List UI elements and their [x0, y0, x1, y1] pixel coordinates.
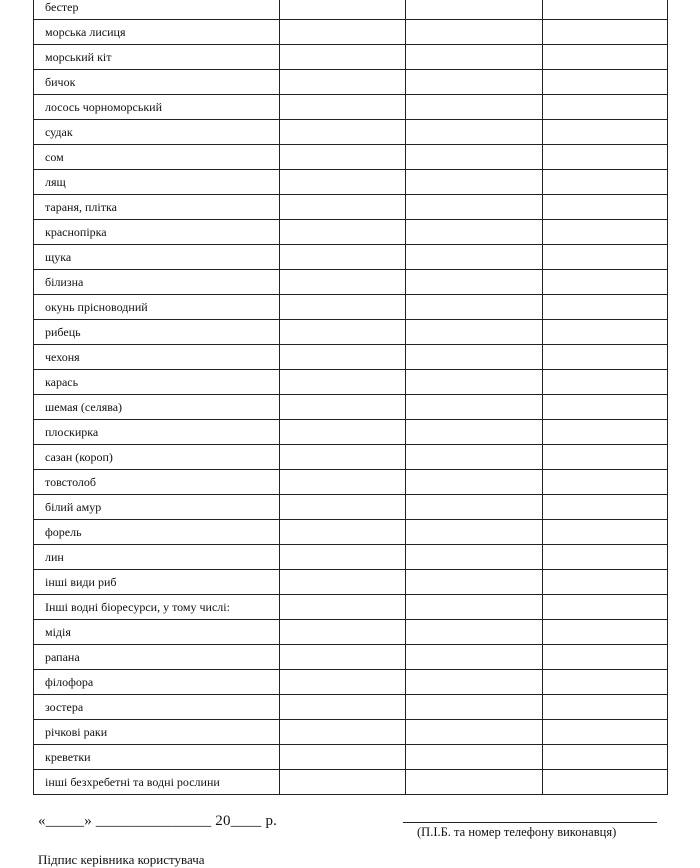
value-cell-3[interactable] [542, 0, 667, 20]
value-cell-2[interactable] [406, 445, 543, 470]
value-cell-1[interactable] [280, 545, 406, 570]
species-label: морський кіт [34, 45, 280, 70]
species-label: форель [34, 520, 280, 545]
species-label: білий амур [34, 495, 280, 520]
species-label: бестер [34, 0, 280, 20]
catch-report-table [33, 0, 668, 795]
value-cell-3[interactable] [542, 445, 667, 470]
value-cell-3[interactable] [542, 170, 667, 195]
table-row [34, 20, 668, 45]
value-cell-3[interactable] [542, 645, 667, 670]
table-row [34, 520, 668, 545]
value-cell-1[interactable] [280, 170, 406, 195]
value-cell-1[interactable] [280, 0, 406, 20]
value-cell-2[interactable] [406, 0, 543, 20]
value-cell-3[interactable] [542, 245, 667, 270]
species-label: зостера [34, 695, 280, 720]
value-cell-1[interactable] [280, 645, 406, 670]
value-cell-3[interactable] [542, 495, 667, 520]
species-label: лосось чорноморський [34, 95, 280, 120]
value-cell-1[interactable] [280, 570, 406, 595]
value-cell-1[interactable] [280, 420, 406, 445]
value-cell-2[interactable] [406, 395, 543, 420]
value-cell-3[interactable] [542, 220, 667, 245]
value-cell-1[interactable] [280, 470, 406, 495]
value-cell-3[interactable] [542, 595, 667, 620]
value-cell-3[interactable] [542, 145, 667, 170]
table-row [34, 745, 668, 770]
value-cell-2[interactable] [406, 70, 543, 95]
value-cell-2[interactable] [406, 770, 543, 795]
value-cell-2[interactable] [406, 720, 543, 745]
species-label: філофора [34, 670, 280, 695]
table-row [34, 645, 668, 670]
table-row [34, 770, 668, 795]
species-label: окунь прісноводний [34, 295, 280, 320]
value-cell-1[interactable] [280, 245, 406, 270]
table-body [34, 0, 668, 795]
value-cell-2[interactable] [406, 620, 543, 645]
table-row [34, 545, 668, 570]
value-cell-2[interactable] [406, 695, 543, 720]
table-row [34, 170, 668, 195]
value-cell-2[interactable] [406, 595, 543, 620]
table-row [34, 570, 668, 595]
value-cell-1[interactable] [280, 270, 406, 295]
species-label: рапана [34, 645, 280, 670]
value-cell-3[interactable] [542, 295, 667, 320]
species-label: морська лисиця [34, 20, 280, 45]
table-row [34, 95, 668, 120]
value-cell-1[interactable] [280, 620, 406, 645]
value-cell-2[interactable] [406, 245, 543, 270]
value-cell-3[interactable] [542, 670, 667, 695]
table-row [34, 0, 668, 20]
value-cell-3[interactable] [542, 70, 667, 95]
species-label: рибець [34, 320, 280, 345]
table-row [34, 120, 668, 145]
table-row [34, 470, 668, 495]
species-label: лящ [34, 170, 280, 195]
species-label: інші види риб [34, 570, 280, 595]
value-cell-3[interactable] [542, 545, 667, 570]
value-cell-1[interactable] [280, 770, 406, 795]
value-cell-1[interactable] [280, 145, 406, 170]
table-row [34, 270, 668, 295]
value-cell-1[interactable] [280, 520, 406, 545]
value-cell-1[interactable] [280, 70, 406, 95]
value-cell-3[interactable] [542, 420, 667, 445]
value-cell-1[interactable] [280, 20, 406, 45]
species-label: сазан (короп) [34, 445, 280, 470]
value-cell-3[interactable] [542, 770, 667, 795]
species-label: бичок [34, 70, 280, 95]
value-cell-1[interactable] [280, 720, 406, 745]
table-row [34, 720, 668, 745]
value-cell-2[interactable] [406, 45, 543, 70]
table-row [34, 595, 668, 620]
value-cell-2[interactable] [406, 20, 543, 45]
value-cell-3[interactable] [542, 720, 667, 745]
value-cell-1[interactable] [280, 120, 406, 145]
table-row [34, 245, 668, 270]
value-cell-1[interactable] [280, 595, 406, 620]
species-label: білизна [34, 270, 280, 295]
value-cell-2[interactable] [406, 670, 543, 695]
species-label: шемая (селява) [34, 395, 280, 420]
species-label: креветки [34, 745, 280, 770]
value-cell-2[interactable] [406, 170, 543, 195]
value-cell-2[interactable] [406, 120, 543, 145]
species-label: карась [34, 370, 280, 395]
value-cell-3[interactable] [542, 270, 667, 295]
value-cell-3[interactable] [542, 395, 667, 420]
species-label: чехоня [34, 345, 280, 370]
table-row [34, 195, 668, 220]
value-cell-1[interactable] [280, 395, 406, 420]
value-cell-2[interactable] [406, 320, 543, 345]
value-cell-2[interactable] [406, 370, 543, 395]
species-label: тараня, плітка [34, 195, 280, 220]
value-cell-1[interactable] [280, 45, 406, 70]
value-cell-3[interactable] [542, 745, 667, 770]
species-label: річкові раки [34, 720, 280, 745]
value-cell-2[interactable] [406, 520, 543, 545]
value-cell-1[interactable] [280, 495, 406, 520]
value-cell-1[interactable] [280, 295, 406, 320]
table-row [34, 70, 668, 95]
species-label: сом [34, 145, 280, 170]
table-row [34, 495, 668, 520]
value-cell-2[interactable] [406, 570, 543, 595]
value-cell-2[interactable] [406, 470, 543, 495]
value-cell-1[interactable] [280, 695, 406, 720]
table-row [34, 145, 668, 170]
table-row [34, 370, 668, 395]
value-cell-3[interactable] [542, 695, 667, 720]
value-cell-1[interactable] [280, 220, 406, 245]
signature-line [403, 822, 657, 823]
table-row [34, 320, 668, 345]
species-label: судак [34, 120, 280, 145]
species-label: мідія [34, 620, 280, 645]
table-row [34, 420, 668, 445]
value-cell-1[interactable] [280, 745, 406, 770]
value-cell-2[interactable] [406, 645, 543, 670]
value-cell-3[interactable] [542, 620, 667, 645]
value-cell-1[interactable] [280, 345, 406, 370]
species-label: Інші водні біоресурси, у тому числі: [34, 595, 280, 620]
next-line-text: Підпис керівника користувача [38, 852, 205, 867]
value-cell-3[interactable] [542, 120, 667, 145]
value-cell-3[interactable] [542, 370, 667, 395]
value-cell-2[interactable] [406, 145, 543, 170]
value-cell-1[interactable] [280, 95, 406, 120]
value-cell-2[interactable] [406, 495, 543, 520]
species-label: товстолоб [34, 470, 280, 495]
table-row [34, 445, 668, 470]
table-row [34, 670, 668, 695]
value-cell-3[interactable] [542, 20, 667, 45]
value-cell-2[interactable] [406, 195, 543, 220]
value-cell-3[interactable] [542, 320, 667, 345]
value-cell-2[interactable] [406, 270, 543, 295]
value-cell-3[interactable] [542, 570, 667, 595]
table-row [34, 620, 668, 645]
table-row [34, 220, 668, 245]
value-cell-1[interactable] [280, 195, 406, 220]
value-cell-3[interactable] [542, 345, 667, 370]
value-cell-2[interactable] [406, 420, 543, 445]
species-label: плоскирка [34, 420, 280, 445]
species-label: краснопірка [34, 220, 280, 245]
species-label: щука [34, 245, 280, 270]
table-row [34, 345, 668, 370]
value-cell-3[interactable] [542, 520, 667, 545]
value-cell-1[interactable] [280, 320, 406, 345]
value-cell-1[interactable] [280, 445, 406, 470]
value-cell-2[interactable] [406, 220, 543, 245]
value-cell-1[interactable] [280, 670, 406, 695]
table-row [34, 695, 668, 720]
table-row [34, 45, 668, 70]
value-cell-3[interactable] [542, 470, 667, 495]
table-row [34, 395, 668, 420]
value-cell-2[interactable] [406, 295, 543, 320]
value-cell-3[interactable] [542, 45, 667, 70]
value-cell-3[interactable] [542, 195, 667, 220]
value-cell-2[interactable] [406, 95, 543, 120]
species-label: інші безхребетні та водні рослини [34, 770, 280, 795]
value-cell-1[interactable] [280, 370, 406, 395]
value-cell-3[interactable] [542, 95, 667, 120]
value-cell-2[interactable] [406, 745, 543, 770]
date-line: «_____» _______________ 20____ р. [38, 813, 278, 829]
value-cell-2[interactable] [406, 545, 543, 570]
signature-caption: (П.І.Б. та номер телефону виконавця) [417, 825, 617, 839]
species-label: лин [34, 545, 280, 570]
table-row [34, 295, 668, 320]
value-cell-2[interactable] [406, 345, 543, 370]
